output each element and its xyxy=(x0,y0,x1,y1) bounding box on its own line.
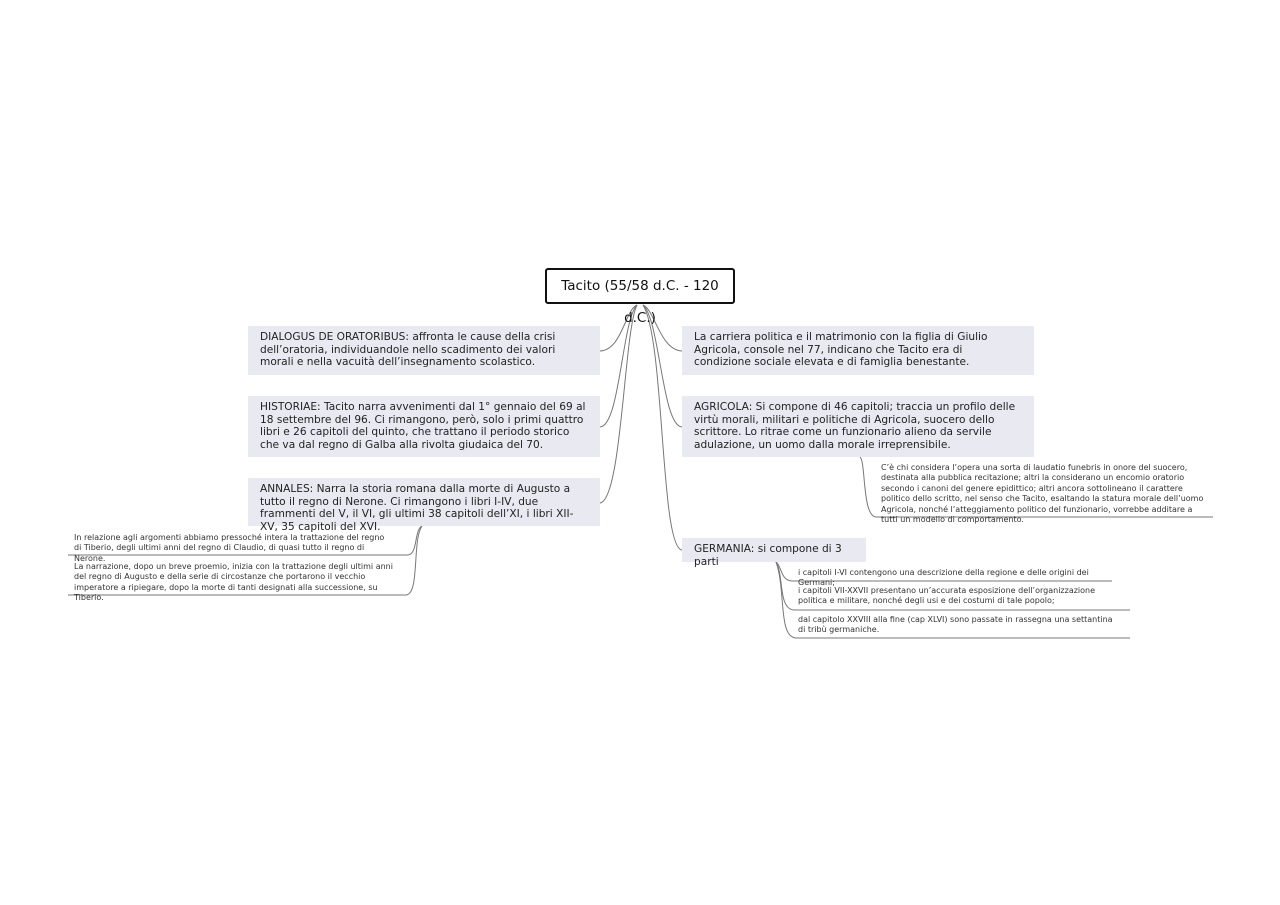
germania-part-2-text: i capitoli VII-XXVII presentano un’accurata esposizione dell’organizzazione politica e militare, nonché degli usi e dei costumi di tale popolo; xyxy=(798,586,1096,606)
agricola-note[interactable] xyxy=(881,463,1211,525)
node-historiae-text: HISTORIAE: Tacito narra avvenimenti dal 1° gennaio del 69 al 18 settembre del 96. Ci rimangono, però, solo i primi quattro libri e 26 capitoli del quinto, che trattano il periodo storico che va dal regno di Galba alla rivolta giudaica del 70. xyxy=(260,401,586,451)
germania-part-3-text: dal capitolo XXVIII alla fine (cap XLVI) sono passate in rassegna una settantina di tribù germaniche. xyxy=(798,615,1113,635)
node-annales-text: ANNALES: Narra la storia romana dalla morte di Augusto a tutto il regno di Nerone. Ci rimangono i libri I-IV, due frammenti del V, il VI, gli ultimi 38 capitoli dell’XI, i libri XII-XV, 35 capitoli del XVI. xyxy=(260,483,574,533)
germania-part-1-text: i capitoli I-VI contengono una descrizione della regione e delle origini dei Germani; xyxy=(798,568,1089,588)
root-node-tacito[interactable] xyxy=(545,268,735,326)
agricola-note-text: C’è chi considera l’opera una sorta di laudatio funebris in onore del suocero, destinata alla pubblica recitazione; altri la considerano un encomio oratorio secondo i canoni del genere epidittico; altri ancora sottolineano il carattere politico dello scritto, nel senso che Tacito, esaltando la statura morale dell’uomo Agricola, nonché l’atteggiamento politico del funzionario, vorrebbe additare a tutti un modello di comportamento. xyxy=(881,463,1204,525)
node-agricola[interactable] xyxy=(682,396,1034,457)
node-agricola-text: AGRICOLA: Si compone di 46 capitoli; traccia un profilo delle virtù morali, militari e politiche di Agricola, suocero dello scrittore. Lo ritrae come un funzionario alieno da servile adulazione, un uomo dalla morale irreprensibile. xyxy=(694,401,1016,451)
node-carriera-text: La carriera politica e il matrimonio con la figlia di Giulio Agricola, console nel 77, indicano che Tacito era di condizione sociale elevata e di famiglia benestante. xyxy=(694,331,988,369)
annales-note-2-text: La narrazione, dopo un breve proemio, inizia con la trattazione degli ultimi anni del regno di Augusto e della serie di circostanze che portarono il vecchio imperatore a ripiegare, dopo la morte di tanti designati alla successione, su Tiberio. xyxy=(74,562,393,603)
annales-note-2[interactable] xyxy=(74,562,394,604)
node-dialogus-text: DIALOGUS DE ORATORIBUS: affronta le cause della crisi dell’oratoria, individuandole nello scadimento dei valori morali e nella vacuità dell’insegnamento scolastico. xyxy=(260,331,556,369)
node-carriera[interactable] xyxy=(682,326,1034,375)
germania-part-2[interactable] xyxy=(798,586,1118,607)
root-label: Tacito (55/58 d.C. - 120 d.C.) xyxy=(561,278,719,326)
germania-part-3[interactable] xyxy=(798,615,1118,636)
node-annales[interactable] xyxy=(248,478,600,533)
node-germania-text: GERMANIA: si compone di 3 parti xyxy=(694,543,842,568)
annales-note-1[interactable] xyxy=(74,533,394,564)
node-dialogus[interactable] xyxy=(248,326,600,375)
connector-annales xyxy=(600,305,637,503)
annales-note-1-text: In relazione agli argomenti abbiamo pressoché intera la trattazione del regno di Tiberio, degli ultimi anni del regno di Claudio, di quasi tutto il regno di Nerone. xyxy=(74,533,385,563)
connector-germania xyxy=(643,305,682,550)
node-germania[interactable] xyxy=(682,538,866,568)
node-historiae[interactable] xyxy=(248,396,600,457)
